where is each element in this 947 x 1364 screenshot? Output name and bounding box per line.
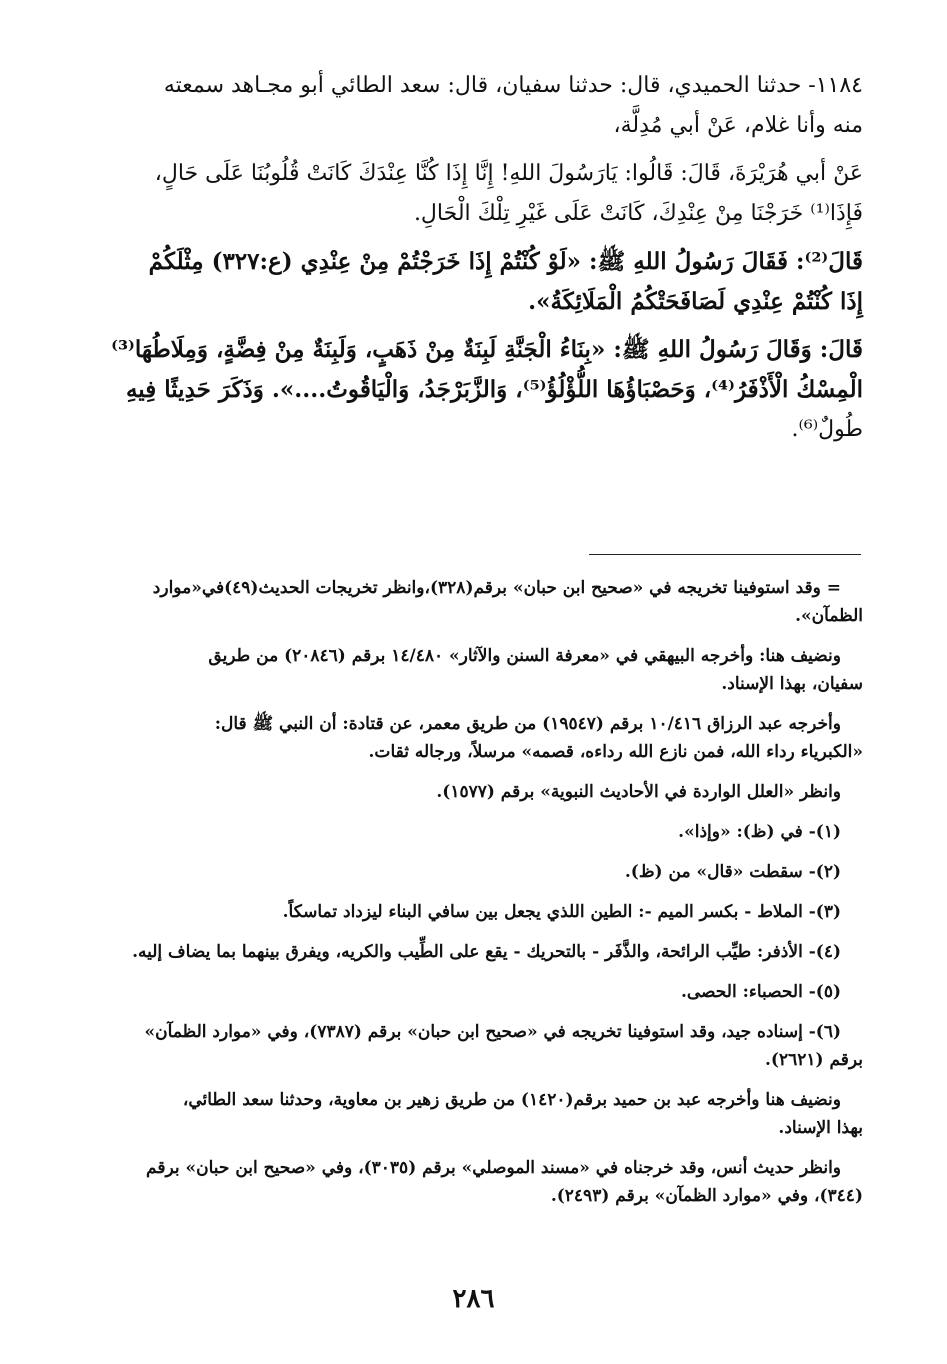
- footnote-4: (٤)- الأذفر: طيِّب الرائحة، والذَّفَر - بالتحريك - يقع على الطِّيب والكريه، ويفرق بينهما بما يضاف إليه.: [132, 942, 841, 962]
- footnote-3: (٣)- الملاط - بكسر الميم -: الطين اللذي يجعل بين سافي البناء ليزداد تماسكاً.: [282, 902, 841, 922]
- hadith-matn-line-4: إِذَا كُنْتُمْ عِنْدِي لَصَافَحَتْكُمُ الْمَلَائِكَةُ».: [528, 288, 863, 315]
- footnote-addition-2-line-1: وأخرجه عبد الرزاق ١٠/٤١٦ برقم (١٩٥٤٧) من طريق معمر، عن قتادة: أن النبي ﷺ قال:: [214, 714, 841, 734]
- footnote-addition-4-line-2: (٣٤٤)، وفي «موارد الظمآن» برقم (٢٤٩٣).: [550, 1186, 863, 1206]
- hadith-isnad-line-2: منه وأنا غلام، عَنْ أبي مُدِلَّة،: [613, 113, 863, 138]
- footnote-6-line-2: برقم (٢٦٢١).: [764, 1050, 863, 1070]
- footnote-2: (٢)- سقطت «قال» من (ظ).: [624, 862, 841, 882]
- footnote-continuation-line-2: الظمآن».: [795, 606, 863, 626]
- hadith-matn-line-7: طُولٌ⁽⁶⁾.: [791, 417, 863, 442]
- footnote-divider: [589, 554, 861, 555]
- footnote-addition-2-line-2: «الكبرياء رداء الله، فمن نازع الله رداءه، قصمه» مرسلاً، ورجاله ثقات.: [368, 742, 863, 762]
- hadith-matn-line-5: قَالَ: وَقَالَ رَسُولُ اللهِ ﷺ: «بِنَاءُ الْجَنَّةِ لَبِنَةٌ مِنْ ذَهَبٍ، وَلَبِنَةٌ مِنْ فِضَّةٍ، وَمِلَاطُهَا⁽³⁾: [111, 336, 863, 363]
- footnote-addition-3-line-2: بهذا الإسناد.: [778, 1118, 863, 1138]
- footnote-addition-4-line-1: وانظر حديث أنس، وقد خرجناه في «مسند الموصلي» برقم (٣٠٣٥)، وفي «صحيح ابن حبان» برقم: [146, 1158, 841, 1178]
- footnote-addition-1-line-2: سفيان، بهذا الإسناد.: [721, 674, 863, 694]
- hadith-matn-line-3: قَالَ⁽²⁾: فَقَالَ رَسُولُ اللهِ ﷺ: «لَوْ كُنْتُمْ إِذَا خَرَجْتُمْ مِنْ عِنْدِي (ع:٣٢٧) مِثْلَكُمْ: [148, 248, 863, 275]
- hadith-matn-line-6: الْمِسْكُ الْأَذْفَرُ⁽⁴⁾، وَحَصْبَاؤُهَا اللُّؤْلُؤُ⁽⁵⁾، وَالزَّبَرْجَدُ، وَالْيَاقُوتُ....». وَذَكَرَ حَدِيثًا فِيهِ: [125, 376, 863, 403]
- footnote-reference: وانظر «العلل الواردة في الأحاديث النبوية» برقم (١٥٧٧).: [436, 782, 841, 802]
- hadith-matn-line-2: فَإِذَا⁽¹⁾ خَرَجْنَا مِنْ عِنْدِكَ، كَانَتْ عَلَى غَيْرِ تِلْكَ الْحَالِ.: [413, 201, 863, 226]
- footnotes: [83, 574, 863, 1210]
- footnote-6-line-1: (٦)- إسناده جيد، وقد استوفينا تخريجه في «صحيح ابن حبان» برقم (٧٣٨٧)، وفي «موارد الظمآن»: [144, 1022, 841, 1042]
- hadith-isnad-line-1: ١١٨٤- حدثنا الحميدي، قال: حدثنا سفيان، قال: سعد الطائي أبو مجـاهد سمعته: [163, 73, 863, 98]
- footnote-1: (١)- في (ظ): «وإذا».: [678, 822, 841, 842]
- footnote-5: (٥)- الحصباء: الحصى.: [680, 982, 841, 1002]
- footnote-addition-1-line-1: ونضيف هنا: وأخرجه البيهقي في «معرفة السنن والآثار» ١٤/٤٨٠ برقم (٢٠٨٤٦) من طريق: [208, 646, 841, 666]
- hadith-body: [83, 70, 863, 446]
- footnote-continuation-line-1: = وقد استوفينا تخريجه في «صحيح ابن حبان» برقم(٣٢٨)،وانظر تخريجات الحديث(٤٩)في«موارد: [152, 578, 841, 598]
- page-number: ٢٨٦: [452, 1284, 495, 1314]
- hadith-matn-line-1: عَنْ أبي هُرَيْرَةَ، قَالَ: قَالُوا: يَارَسُولَ اللهِ! إِنَّا إِذَا كُنَّا عِنْدَكَ كَانَتْ قُلُوبُنَا عَلَى حَالٍ،: [154, 161, 863, 186]
- footnote-addition-3-line-1: ونضيف هنا وأخرجه عبد بن حميد برقم(١٤٢٠) من طريق زهير بن معاوية، وحدثنا سعد الطائي،: [182, 1090, 841, 1110]
